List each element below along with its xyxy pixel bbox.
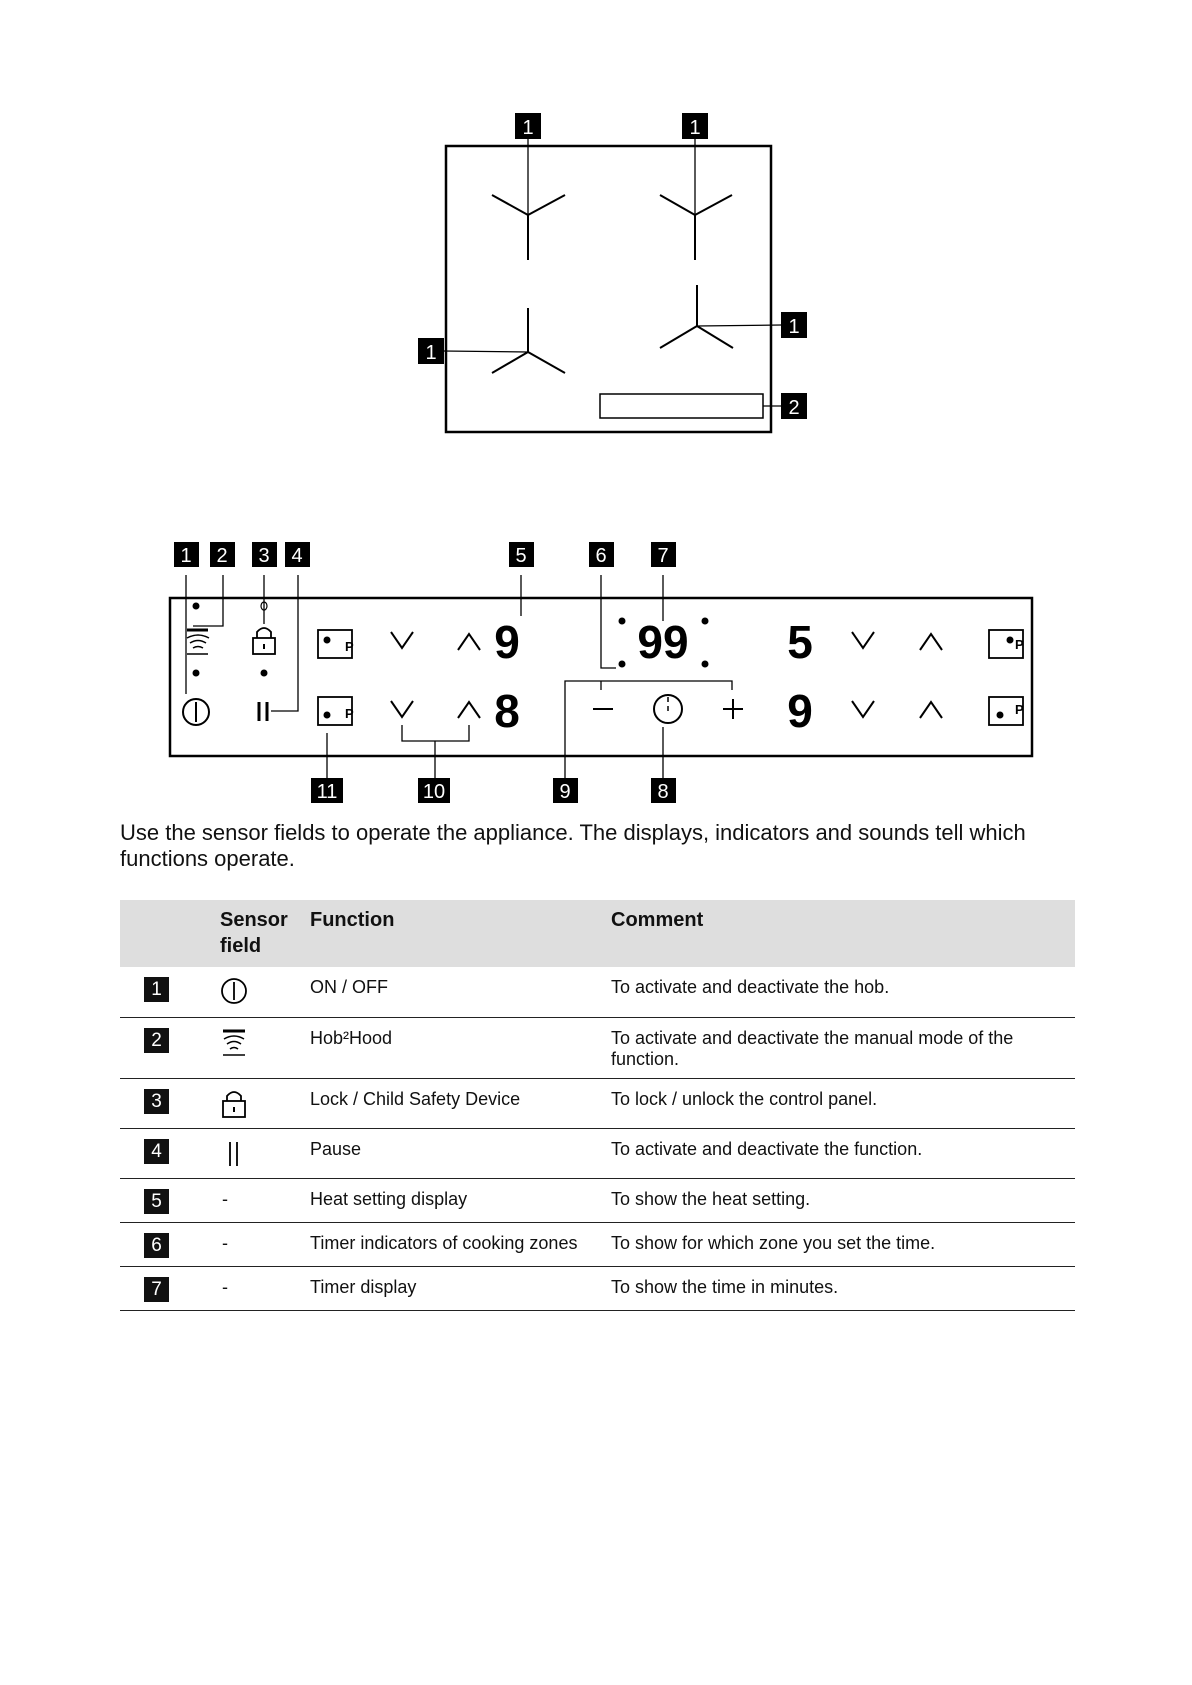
comment-cell: To activate and deactivate the function. xyxy=(603,1128,1075,1178)
panel-callout-8: 8 xyxy=(657,781,669,803)
hob-callout-2: 2 xyxy=(788,397,800,419)
pbox-letter: P xyxy=(345,706,354,721)
heat-setting-display: 8 xyxy=(494,685,520,737)
comment-cell: To lock / unlock the control panel. xyxy=(603,1078,1075,1128)
header-sensor-field: Sensor field xyxy=(220,909,288,957)
power-icon xyxy=(220,977,248,1005)
panel-callout-2: 2 xyxy=(216,545,228,567)
pbox-letter: P xyxy=(345,639,354,654)
function-cell: Timer indicators of cooking zones xyxy=(302,1222,603,1266)
up-arrow-icon xyxy=(458,634,480,650)
table-header-row xyxy=(120,900,1075,967)
intro-paragraph: Use the sensor fields to operate the appliance. The displays, indicators and sounds tell which functions operate. xyxy=(120,820,1026,871)
hob2hood-icon xyxy=(187,630,209,654)
row-number-badge: 6 xyxy=(144,1233,169,1258)
sensor-dash: - xyxy=(222,1232,228,1253)
row-number-badge: 5 xyxy=(144,1189,169,1214)
up-arrow-icon xyxy=(920,702,942,718)
function-cell: Lock / Child Safety Device xyxy=(302,1078,603,1128)
row-number-badge: 1 xyxy=(144,977,169,1002)
comment-cell: To show the time in minutes. xyxy=(603,1266,1075,1310)
down-arrow-icon xyxy=(391,632,413,648)
table-row xyxy=(120,967,1075,1017)
comment-cell: To show for which zone you set the time. xyxy=(603,1222,1075,1266)
timer-clock-icon xyxy=(654,695,682,723)
down-arrow-icon xyxy=(852,701,874,717)
panel-callout-7: 7 xyxy=(657,545,669,567)
row-number-badge: 3 xyxy=(144,1089,169,1114)
control-panel-diagram xyxy=(0,0,1192,820)
header-comment: Comment xyxy=(611,909,704,931)
panel-callout-9: 9 xyxy=(559,781,571,803)
pause-icon xyxy=(220,1139,248,1169)
row-number-badge: 4 xyxy=(144,1139,169,1164)
panel-callout-3: 3 xyxy=(258,545,270,567)
row-number-badge: 2 xyxy=(144,1028,169,1053)
plus-icon xyxy=(723,699,743,719)
up-arrow-icon xyxy=(458,702,480,718)
heat-setting-display: 5 xyxy=(787,616,813,668)
panel-callout-6: 6 xyxy=(595,545,607,567)
panel-callout-11: 11 xyxy=(316,781,338,803)
function-cell: Heat setting display xyxy=(302,1178,603,1222)
table-row xyxy=(120,1017,1075,1078)
down-arrow-icon xyxy=(391,701,413,717)
function-cell: Timer display xyxy=(302,1266,603,1310)
row-number-badge: 7 xyxy=(144,1277,169,1302)
table-row xyxy=(120,1128,1075,1178)
timer-display: 99 xyxy=(637,616,689,668)
table-row xyxy=(120,1266,1075,1310)
hob2hood-icon xyxy=(220,1028,248,1058)
header-function: Function xyxy=(310,909,395,931)
sensor-dash: - xyxy=(222,1188,228,1209)
power-icon xyxy=(183,699,209,725)
panel-callout-10: 10 xyxy=(422,781,446,803)
up-arrow-icon xyxy=(920,634,942,650)
comment-cell: To activate and deactivate the hob. xyxy=(603,967,1075,1017)
heat-setting-display: 9 xyxy=(494,616,520,668)
hob-callout-1d: 1 xyxy=(788,316,800,338)
panel-callout-5: 5 xyxy=(515,545,527,567)
table-row xyxy=(120,1222,1075,1266)
lock-icon xyxy=(253,628,275,654)
sensor-dash: - xyxy=(222,1276,228,1297)
lock-icon xyxy=(220,1089,248,1119)
function-cell: Hob²Hood xyxy=(302,1017,603,1078)
pbox-letter: P xyxy=(1015,637,1024,652)
header-number xyxy=(120,900,212,967)
comment-cell: To activate and deactivate the manual mode of the function. xyxy=(603,1017,1075,1078)
table-row xyxy=(120,1178,1075,1222)
function-cell: Pause xyxy=(302,1128,603,1178)
function-cell: ON / OFF xyxy=(302,967,603,1017)
comment-cell: To show the heat setting. xyxy=(603,1178,1075,1222)
table-row xyxy=(120,1078,1075,1128)
pbox-letter: P xyxy=(1015,702,1024,717)
hob-callout-1c: 1 xyxy=(425,342,437,364)
down-arrow-icon xyxy=(852,632,874,648)
hob-callout-1a: 1 xyxy=(522,117,534,139)
panel-callout-1: 1 xyxy=(180,545,192,567)
heat-setting-display: 9 xyxy=(787,685,813,737)
panel-callout-4: 4 xyxy=(291,545,303,567)
sensor-field-table xyxy=(120,900,1075,1311)
pause-icon xyxy=(259,702,267,721)
hob-callout-1b: 1 xyxy=(689,117,701,139)
